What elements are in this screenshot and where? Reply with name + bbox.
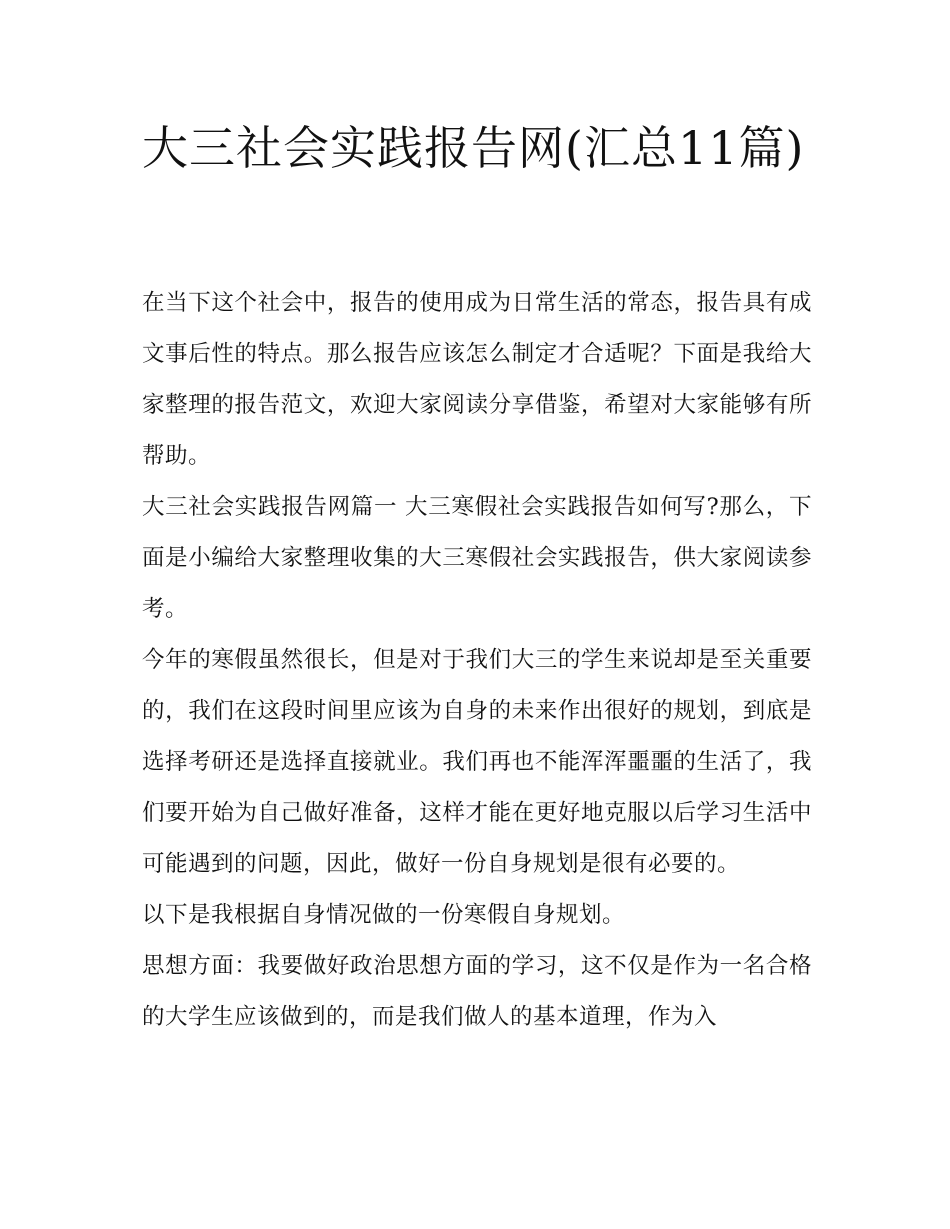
paragraph-ideology: 思想方面：我要做好政治思想方面的学习，这不仅是作为一名合格的大学生应该做到的，而是我们做人的基本道理，作为入 <box>142 953 812 1030</box>
paragraph-section-one: 大三社会实践报告网篇一 大三寒假社会实践报告如何写?那么，下面是小编给大家整理收集的大三寒假社会实践报告，供大家阅读参考。 <box>142 494 812 622</box>
paragraph-winter-break: 今年的寒假虽然很长，但是对于我们大三的学生来说却是至关重要的，我们在这段时间里应该为自身的未来作出很好的规划，到底是选择考研还是选择直接就业。我们再也不能浑浑噩噩的生活了，我们要开始为自己做好准备，这样才能在更好地克服以后学习生活中可能遇到的问题，因此，做好一份自身规划是很有必要的。 <box>142 647 812 877</box>
paragraph-plan-intro: 以下是我根据自身情况做的一份寒假自身规划。 <box>142 902 626 928</box>
document-body <box>142 278 812 1043</box>
paragraph-intro: 在当下这个社会中，报告的使用成为日常生活的常态，报告具有成文事后性的特点。那么报告应该怎么制定才合适呢？下面是我给大家整理的报告范文，欢迎大家阅读分享借鉴，希望对大家能够有所帮助。 <box>142 290 812 469</box>
document-title: 大三社会实践报告网(汇总11篇) <box>142 121 805 175</box>
